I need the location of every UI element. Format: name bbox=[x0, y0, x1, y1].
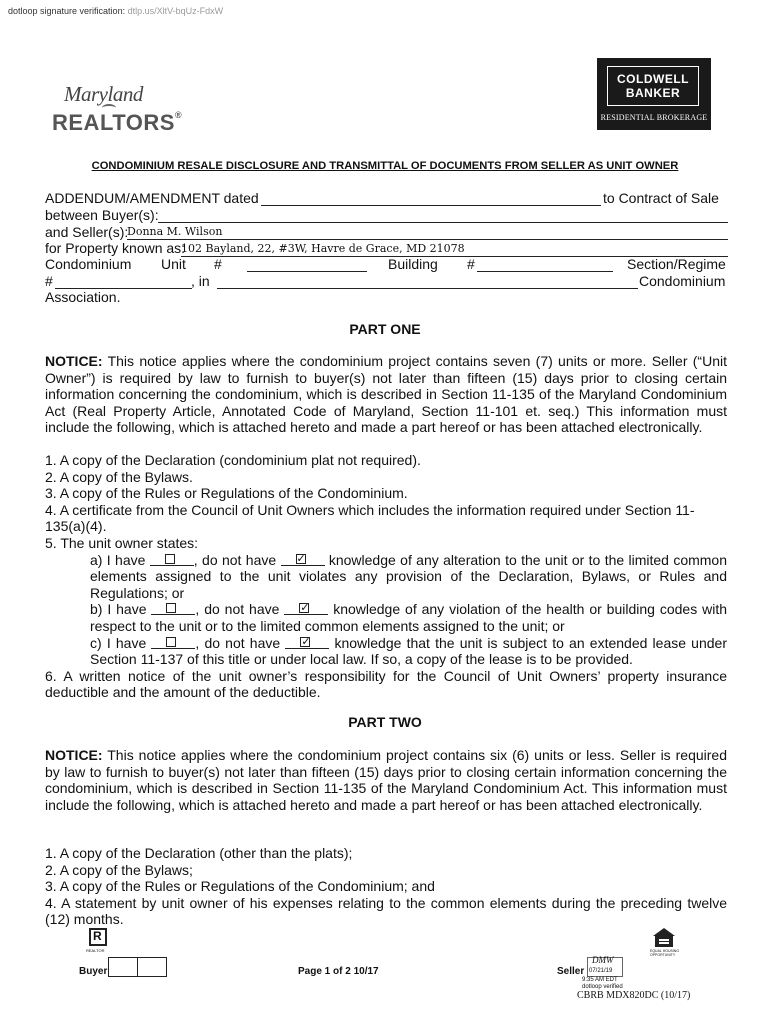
dotloop-verified: dotloop verified bbox=[582, 984, 623, 990]
association-label: Association. bbox=[45, 289, 121, 305]
cb-line1: COLDWELL bbox=[617, 72, 689, 86]
statement-a: a) I have , do not have ✓ knowledge of any alteration to the unit or to the limited common elements assigned to the unit violates any provision of the Declaration, Bylaws, or Rules and Regulations; or bbox=[45, 552, 727, 602]
page-number: Page 1 of 2 10/17 bbox=[298, 966, 379, 977]
checkbox-c-have[interactable] bbox=[166, 637, 176, 647]
realtor-logo-icon: R REALTOR bbox=[88, 928, 110, 954]
list-item: 4. A statement by unit owner of his expenses relating to the common elements during the preceding twelve (12) months. bbox=[45, 894, 727, 928]
buyer-initials-box-2[interactable] bbox=[137, 957, 167, 977]
document-title: CONDOMINIUM RESALE DISCLOSURE AND TRANSMITTAL OF DOCUMENTS FROM SELLER AS UNIT OWNER bbox=[91, 160, 679, 172]
list-item: 1. A copy of the Declaration (other than the plats); bbox=[45, 845, 353, 861]
blank-b-not[interactable] bbox=[284, 602, 328, 615]
unit-number-field[interactable] bbox=[247, 271, 367, 272]
unit-label: Unit bbox=[161, 256, 186, 272]
list-item: 2. A copy of the Bylaws. bbox=[45, 468, 193, 485]
in-label: , in bbox=[191, 273, 210, 289]
part-two-heading: PART TWO bbox=[348, 714, 422, 730]
regime-hash: # bbox=[45, 273, 53, 289]
section-regime-label: Section/Regime bbox=[627, 256, 726, 272]
blank-a-not[interactable] bbox=[281, 553, 325, 566]
equal-housing-icon: EQUAL HOUSING OPPORTUNITY bbox=[650, 928, 680, 954]
addendum-date-field[interactable] bbox=[261, 205, 601, 206]
form-id: CBRB MDX820DC (10/17) bbox=[577, 990, 691, 1001]
seller-name-value[interactable]: Donna M. Wilson bbox=[127, 225, 223, 238]
condominium-name-field[interactable] bbox=[217, 288, 638, 289]
list-item: 2. A copy of the Bylaws; bbox=[45, 861, 193, 878]
blank-c-not[interactable] bbox=[285, 636, 329, 649]
buyers-field[interactable] bbox=[158, 222, 728, 223]
sellers-field-line bbox=[127, 239, 728, 240]
list-item: 1. A copy of the Declaration (condominium plat not required). bbox=[45, 452, 421, 468]
cb-logo-box bbox=[607, 66, 699, 106]
statement-c: c) I have , do not have ✓ knowledge that the unit is subject to an extended lease under Section 11-137 of this title or under local law. If so, a copy of the lease is to be provided. bbox=[45, 635, 727, 668]
condominium-suffix: Condominium bbox=[639, 273, 726, 289]
blank-b-have[interactable] bbox=[151, 602, 195, 615]
dotloop-time: 9:35 AM EDT bbox=[582, 977, 618, 983]
part-one-notice: NOTICE: This notice applies where the condominium project contains seven (7) units or more. Seller (“Unit Owner”) is required by law to furnish to buyer(s) not later than fifteen (15) days prior to closing certain information concerning the condominium, which is described in Section 11-135 of the Maryland Condominium Act (Real Property Article, Annotated Code of Maryland, Section 11-101 et. seq.) This information must include the following, which is attached hereto and made a part hereof or has been attached electronically. bbox=[45, 353, 727, 436]
blank-a-have[interactable] bbox=[150, 553, 194, 566]
checkbox-a-do-not-have[interactable] bbox=[296, 554, 306, 564]
buyer-label: Buyer bbox=[79, 966, 108, 977]
part-two-list bbox=[45, 845, 727, 928]
list-item: 6. A written notice of the unit owner’s responsibility for the Council of Unit Owners’ property insurance deductible and the amount of the deductible. bbox=[45, 667, 727, 701]
between-buyers-label: between Buyer(s): bbox=[45, 207, 159, 223]
buyer-initials-box-1[interactable] bbox=[108, 957, 138, 977]
blank-c-have[interactable] bbox=[151, 636, 195, 649]
condominium-label: Condominium bbox=[45, 256, 132, 272]
statement-b: b) I have , do not have ✓ knowledge of any violation of the health or building codes with respect to the unit or to the limited common elements assigned to the unit; or bbox=[45, 601, 727, 634]
building-number-field[interactable] bbox=[477, 271, 613, 272]
part-one-list bbox=[45, 452, 727, 701]
verification-label: dotloop signature verification: bbox=[8, 6, 126, 16]
list-item: 4. A certificate from the Council of Unit Owners which includes the information required under Section 11-135(a)(4). bbox=[45, 501, 695, 535]
list-item: 3. A copy of the Rules or Regulations of the Condominium. bbox=[45, 485, 408, 502]
list-item: 3. A copy of the Rules or Regulations of the Condominium; and bbox=[45, 878, 435, 895]
building-hash: # bbox=[467, 256, 475, 272]
addendum-label: ADDENDUM/AMENDMENT dated bbox=[45, 190, 259, 206]
to-contract-label: to Contract of Sale bbox=[603, 190, 719, 206]
property-label: for Property known as: bbox=[45, 240, 186, 256]
verification-link[interactable]: dtlp.us/XltV-bqUz-FdxW bbox=[127, 6, 224, 16]
seller-initials-date: 07/21/19 bbox=[589, 968, 613, 974]
maryland-realtors-logo bbox=[50, 82, 183, 135]
coldwell-banker-logo bbox=[597, 58, 711, 130]
and-sellers-label: and Seller(s): bbox=[45, 224, 129, 240]
checkbox-b-do-not-have[interactable] bbox=[299, 603, 309, 613]
cb-line2: BANKER bbox=[625, 86, 681, 100]
checkbox-b-have[interactable] bbox=[166, 603, 176, 613]
checkbox-a-have[interactable] bbox=[165, 554, 175, 564]
cb-subtitle: RESIDENTIAL BROKERAGE bbox=[600, 113, 708, 122]
maryland-logo-script: Maryland bbox=[64, 82, 143, 106]
property-address-value[interactable]: 102 Bayland, 22, #3W, Havre de Grace, MD 21078 bbox=[181, 242, 465, 255]
part-one-heading: PART ONE bbox=[349, 321, 421, 337]
seller-initials: DMW bbox=[592, 955, 614, 965]
checkbox-c-do-not-have[interactable] bbox=[300, 637, 310, 647]
seller-label: Seller bbox=[557, 966, 585, 977]
list-item: 5. The unit owner states: bbox=[45, 534, 199, 551]
realtors-logo-word: REALTORS® bbox=[52, 110, 183, 135]
part-two-notice: NOTICE: This notice applies where the condominium project contains six (6) units or less. Seller is required by law to furnish to buyer(s) not later than fifteen (15) days prior to closing certain information concerning the condominium, which is described in Section 11-135 of the Maryland Condominium Act. This information must include the following, which is attached hereto and made a part hereof or has been attached electronically. bbox=[45, 747, 727, 813]
unit-hash: # bbox=[214, 256, 222, 272]
building-label: Building bbox=[388, 256, 438, 272]
dotloop-verification bbox=[8, 6, 223, 16]
seller-initials-box[interactable] bbox=[587, 957, 623, 977]
